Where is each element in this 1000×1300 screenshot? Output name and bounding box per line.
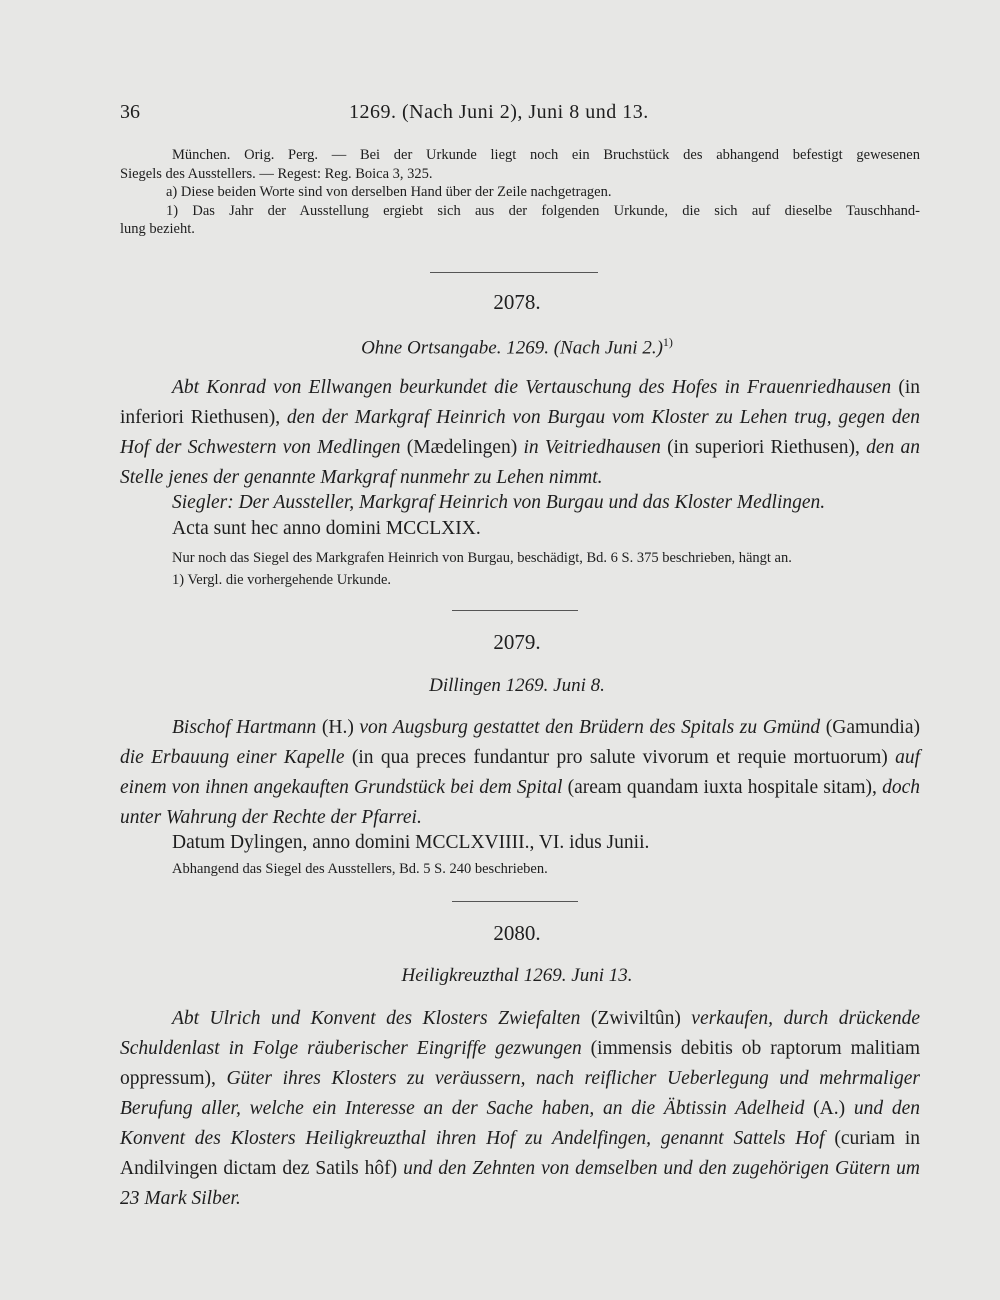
footnote-a: a) Diese beiden Worte sind von derselben Hand über der Zeile nachgetragen. (166, 184, 612, 201)
document-number: 2080. (493, 921, 541, 945)
footnote-1: 1) Vergl. die vorhergehende Urkunde. (172, 572, 392, 588)
latin-quote: (in superiori Riethusen), (660, 437, 867, 458)
latin-quote: (Mædelingen) (400, 437, 524, 458)
place-date: Ohne Ortsangabe. 1269. (Nach Juni 2.) (361, 337, 663, 359)
previous-doc-notes (120, 146, 920, 239)
regest-text: in Veitriedhausen (523, 437, 661, 458)
regest-2080 (120, 1004, 920, 1214)
section-divider (430, 272, 598, 273)
source-note-line2: Siegels des Ausstellers. — Regest: Reg. Boica 3, 325. (120, 165, 433, 182)
regest-text: von Augsburg gestattet den Brüdern des Spitals zu Gmünd (359, 717, 821, 738)
dating-clause: Acta sunt hec anno domini MCCLXIX. (172, 518, 481, 539)
latin-quote: (immensis debitis ob raptorum malitiam oppressum), (120, 1038, 920, 1089)
document-number: 2079. (493, 630, 541, 654)
regest-text: und den Zehnten von demselben und den zugehörigen Gütern um 23 Mark Silber. (120, 1158, 920, 1209)
latin-quote: (Zwiviltûn) (580, 1008, 692, 1029)
latin-quote: (curiam in Andilvingen dictam dez Satils hôf) (120, 1128, 920, 1179)
siegler-line: Siegler: Der Aussteller, Markgraf Heinrich von Burgau und das Kloster Medlingen. (172, 492, 826, 513)
page-number: 36 (120, 101, 140, 123)
regest-text: verkaufen, durch drückende Schuldenlast in Folge räuberischer Eingriffe gezwungen (120, 1008, 920, 1059)
document-number: 2078. (493, 290, 541, 314)
latin-quote: (A.) (804, 1098, 854, 1119)
regest-text: Güter ihres Klosters zu veräussern, nach reiflicher Ueberlegung und mehrmaliger Berufung aller, welche ein Interesse an der Sache haben, an die Äbtissin Adelheid (120, 1068, 920, 1119)
place-date-heading (0, 335, 1000, 359)
seal-note: Nur noch das Siegel des Markgrafen Heinrich von Burgau, beschädigt, Bd. 6 S. 375 beschrieben, hängt an. (172, 550, 792, 566)
latin-quote: (aream quandam iuxta hospitale sitam), (562, 777, 883, 798)
regest-text: auf einem von ihnen angekauften Grundstück bei dem Spital (120, 747, 920, 798)
dating-clause: Datum Dylingen, anno domini MCCLXVIIII., VI. idus Junii. (172, 832, 650, 853)
source-note-line1: München. Orig. Perg. — Bei der Urkunde liegt noch ein Bruchstück des abhangend befestigt gewesenen (172, 147, 920, 163)
running-title: 1269. (Nach Juni 2), Juni 8 und 13. (349, 101, 649, 123)
latin-quote: (in inferiori Riethusen), (120, 377, 920, 428)
footnote-1-line2: lung bezieht. (120, 221, 195, 238)
section-divider (452, 610, 578, 611)
running-header (120, 101, 920, 131)
regest-2079 (120, 713, 920, 833)
place-date: Heiligkreuzthal 1269. Juni 13. (401, 965, 633, 986)
regest-text: die Erbauung einer Kapelle (120, 747, 345, 768)
regest-text: doch unter Wahrung der Rechte der Pfarrei. (120, 777, 920, 828)
footnote-ref: 1) (662, 335, 673, 349)
section-divider (452, 901, 578, 902)
regest-2078 (120, 373, 920, 493)
place-date: Dillingen 1269. Juni 8. (429, 675, 605, 696)
regest-text: Abt Ulrich und Konvent des Klosters Zwiefalten (172, 1008, 581, 1029)
regest-text: und den Konvent des Klosters Heiligkreuzthal ihren Hof zu Andelfingen, genannt Sattels Hof (120, 1098, 920, 1149)
latin-quote: (H.) (316, 717, 360, 738)
regest-text: den der Markgraf Heinrich von Burgau vom Kloster zu Lehen trug, gegen den Hof der Schwestern von Medlingen (120, 407, 920, 458)
regest-text: Bischof Hartmann (172, 717, 317, 738)
latin-quote: (in qua preces fundantur pro salute vivorum et requie mortuorum) (344, 747, 896, 768)
latin-quote: (Gamundia) (820, 717, 920, 738)
regest-text: den an Stelle jenes der genannte Markgraf nunmehr zu Lehen nimmt. (120, 437, 921, 488)
regest-text: Abt Konrad von Ellwangen beurkundet die Vertauschung des Hofes in Frauenriedhausen (172, 377, 892, 398)
seal-note: Abhangend das Siegel des Ausstellers, Bd. 5 S. 240 beschrieben. (172, 861, 548, 877)
footnote-1-line1: 1) Das Jahr der Ausstellung ergiebt sich aus der folgenden Urkunde, die sich auf dieselbe Tauschhand- (166, 202, 920, 219)
